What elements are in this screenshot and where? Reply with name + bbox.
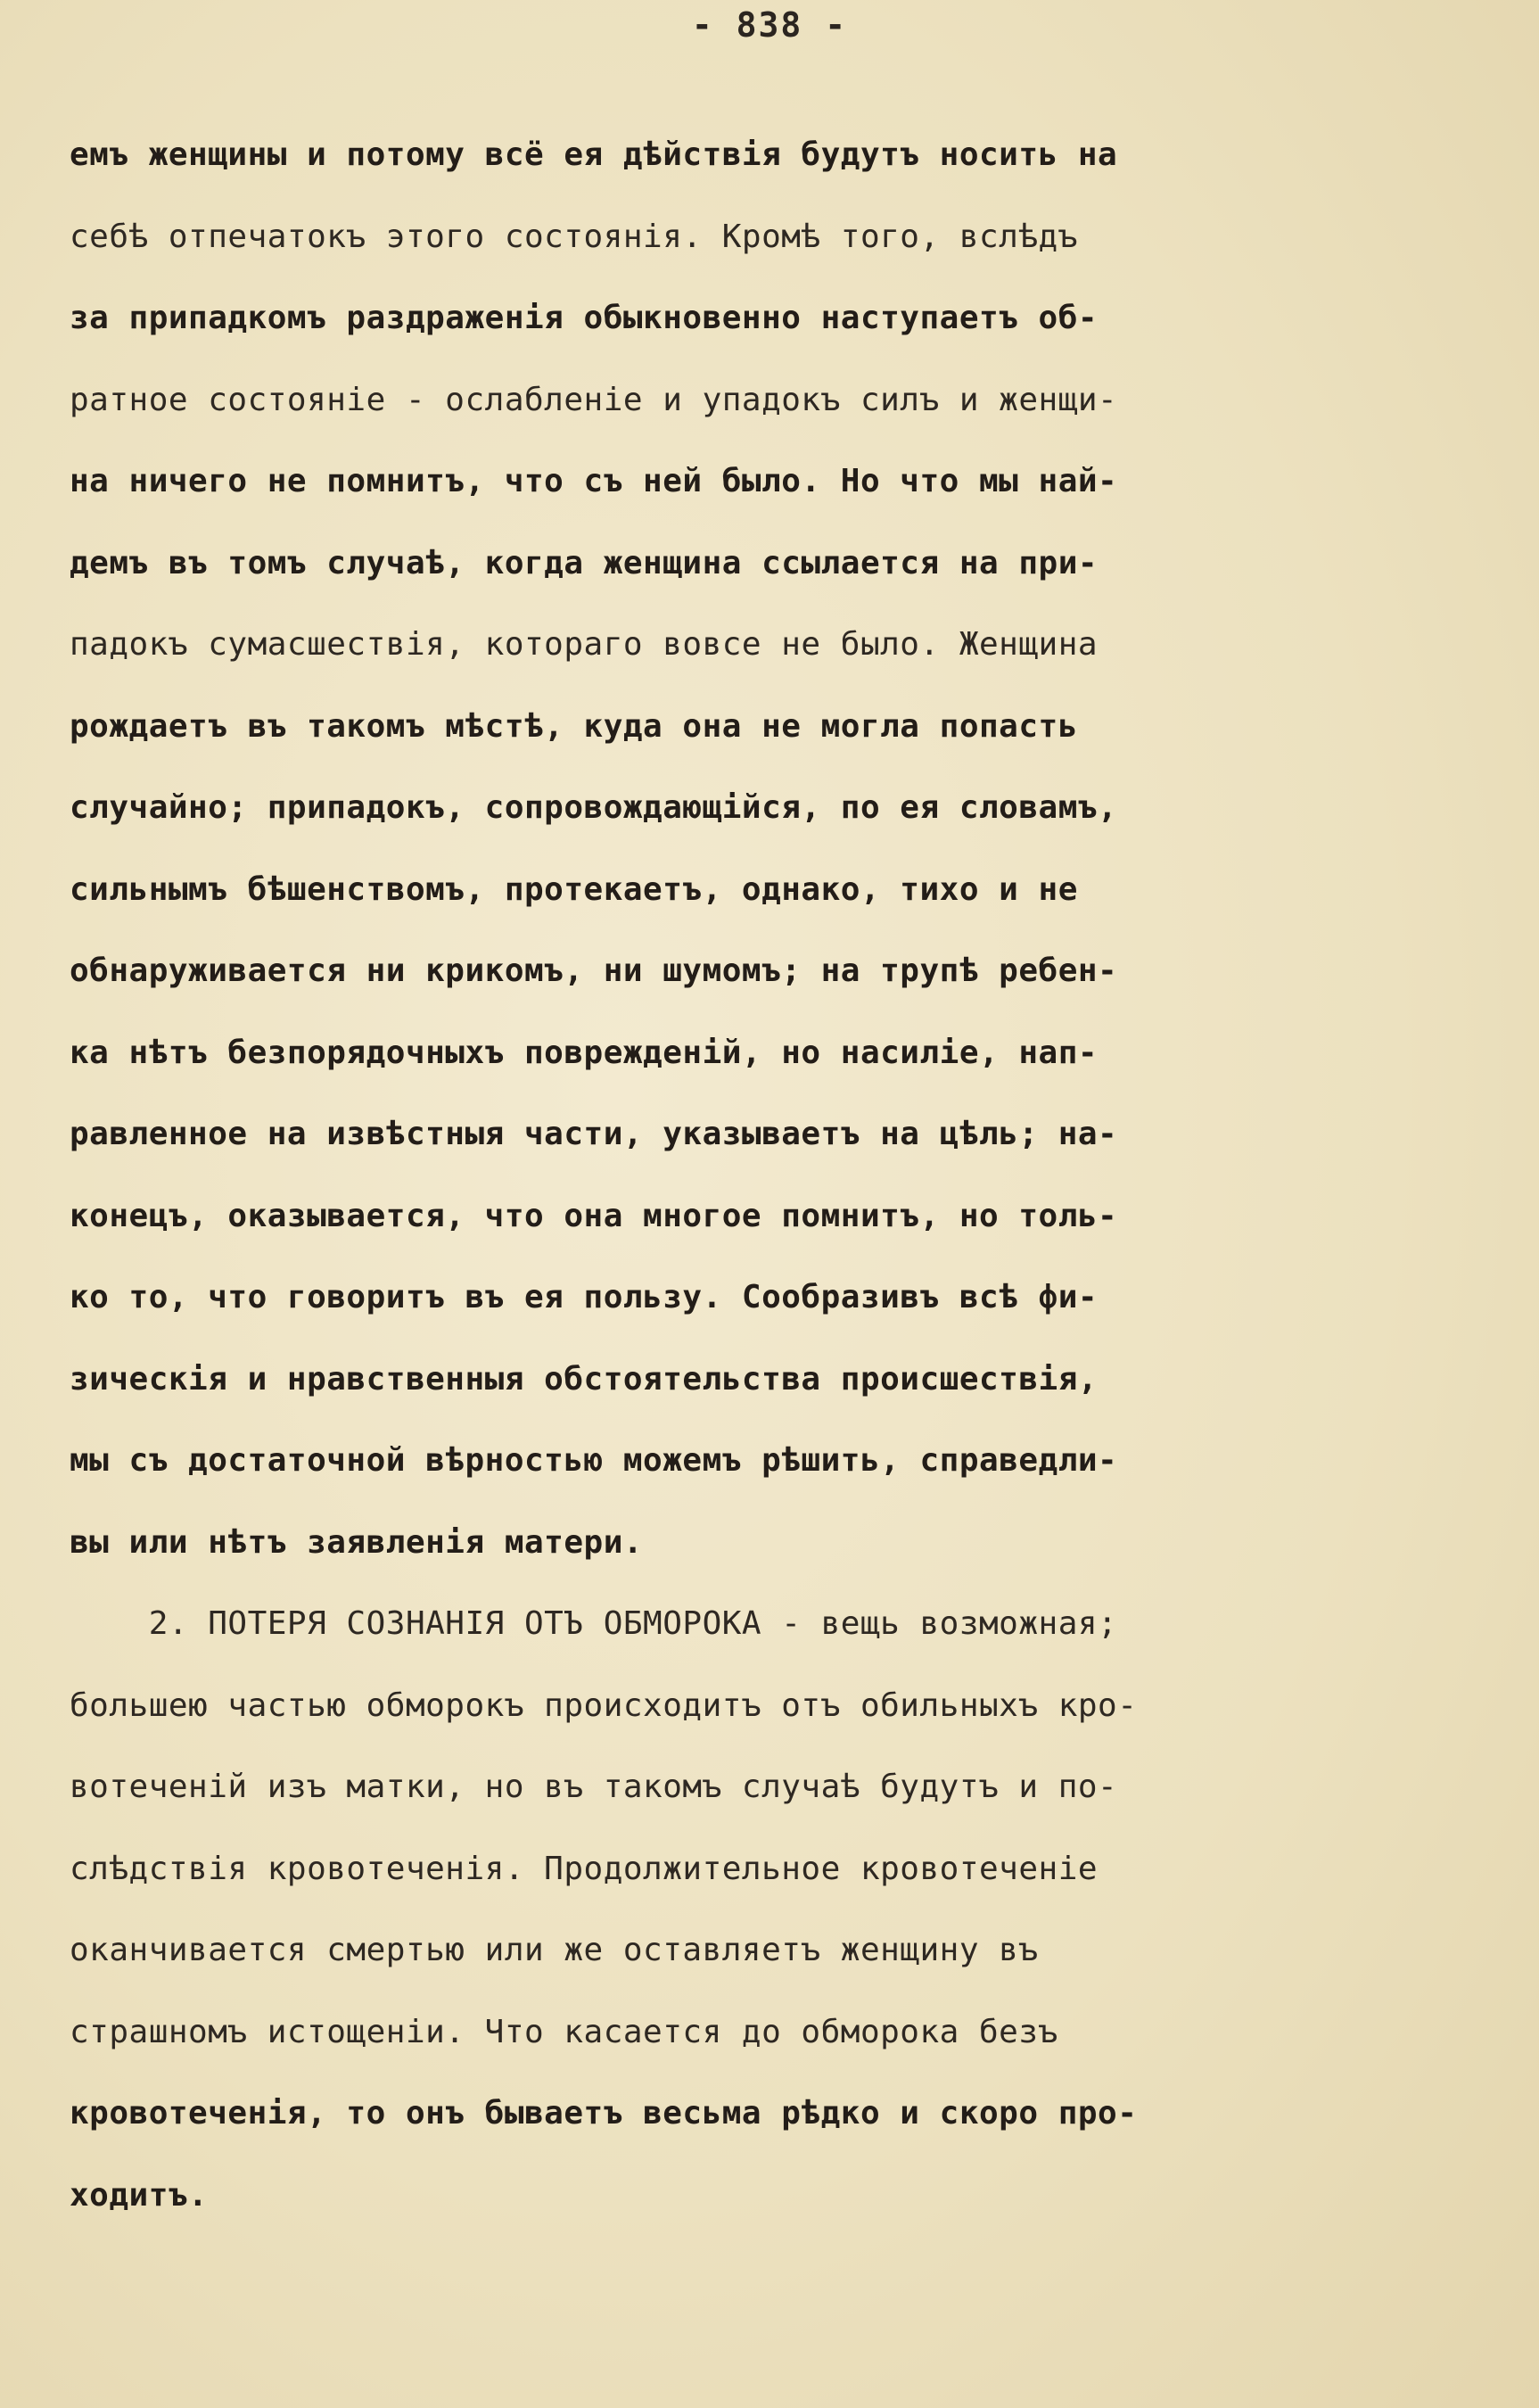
text-line: емъ женщины и потому всё ея дѣйствія будутъ носить на [70, 136, 1118, 173]
text-line: рождаетъ въ такомъ мѣстѣ, куда она не могла попасть [70, 707, 1078, 745]
page-number: - 838 - [691, 5, 848, 45]
text-line: демъ въ томъ случаѣ, когда женщина ссылается на при- [70, 544, 1099, 581]
text-line: страшномъ истощеніи. Что касается до обморока безъ [70, 2013, 1058, 2050]
text-line: случайно; припадокъ, сопровождающійся, по ея словамъ, [70, 789, 1118, 826]
text-line: зическія и нравственныя обстоятельства происшествія, [70, 1360, 1099, 1398]
body-text [70, 114, 1496, 2236]
text-line: себѣ отпечатокъ этого состоянія. Кромѣ того, вслѣдъ [70, 218, 1078, 255]
text-line: мы съ достаточной вѣрностью можемъ рѣшить, справедли- [70, 1442, 1118, 1479]
text-line: падокъ сумасшествія, котораго вовсе не было. Женщина [70, 626, 1099, 663]
text-line: 2. ПОТЕРЯ СОЗНАНІЯ ОТЪ ОБМОРОКА - вещь возможная; [70, 1605, 1118, 1642]
text-line: вы или нѣтъ заявленія матери. [70, 1523, 644, 1561]
text-line: равленное на извѣстныя части, указываетъ на цѣль; на- [70, 1116, 1118, 1152]
text-line: ратное состояніе - ослабленіе и упадокъ силъ и женщи- [70, 381, 1118, 418]
text-line: ко то, что говоритъ въ ея пользу. Сообразивъ всѣ фи- [70, 1279, 1099, 1315]
text-line: кровотеченія, то онъ бываетъ весьма рѣдко и скоро про- [70, 2095, 1138, 2132]
text-line: за припадкомъ раздраженія обыкновенно наступаетъ об- [70, 300, 1099, 336]
text-line: большею частью обморокъ происходитъ отъ обильныхъ кро- [70, 1686, 1138, 1724]
text-line: вотеченій изъ матки, но въ такомъ случаѣ будутъ и по- [70, 1769, 1118, 1805]
text-line: на ничего не помнитъ, что съ ней было. Но что мы най- [70, 463, 1118, 499]
text-line: сильнымъ бѣшенствомъ, протекаетъ, однако, тихо и не [70, 870, 1078, 908]
text-line: ходитъ. [70, 2176, 209, 2214]
text-line: обнаруживается ни крикомъ, ни шумомъ; на трупѣ ребен- [70, 952, 1118, 989]
text-line: ка нѣтъ безпорядочныхъ поврежденій, но насиліе, нап- [70, 1034, 1099, 1071]
text-line: слѣдствія кровотеченія. Продолжительное кровотеченіе [70, 1850, 1099, 1887]
text-line: конецъ, оказывается, что она многое помнитъ, но толь- [70, 1197, 1118, 1234]
text-line: оканчивается смертью или же оставляетъ женщину въ [70, 1932, 1039, 1968]
